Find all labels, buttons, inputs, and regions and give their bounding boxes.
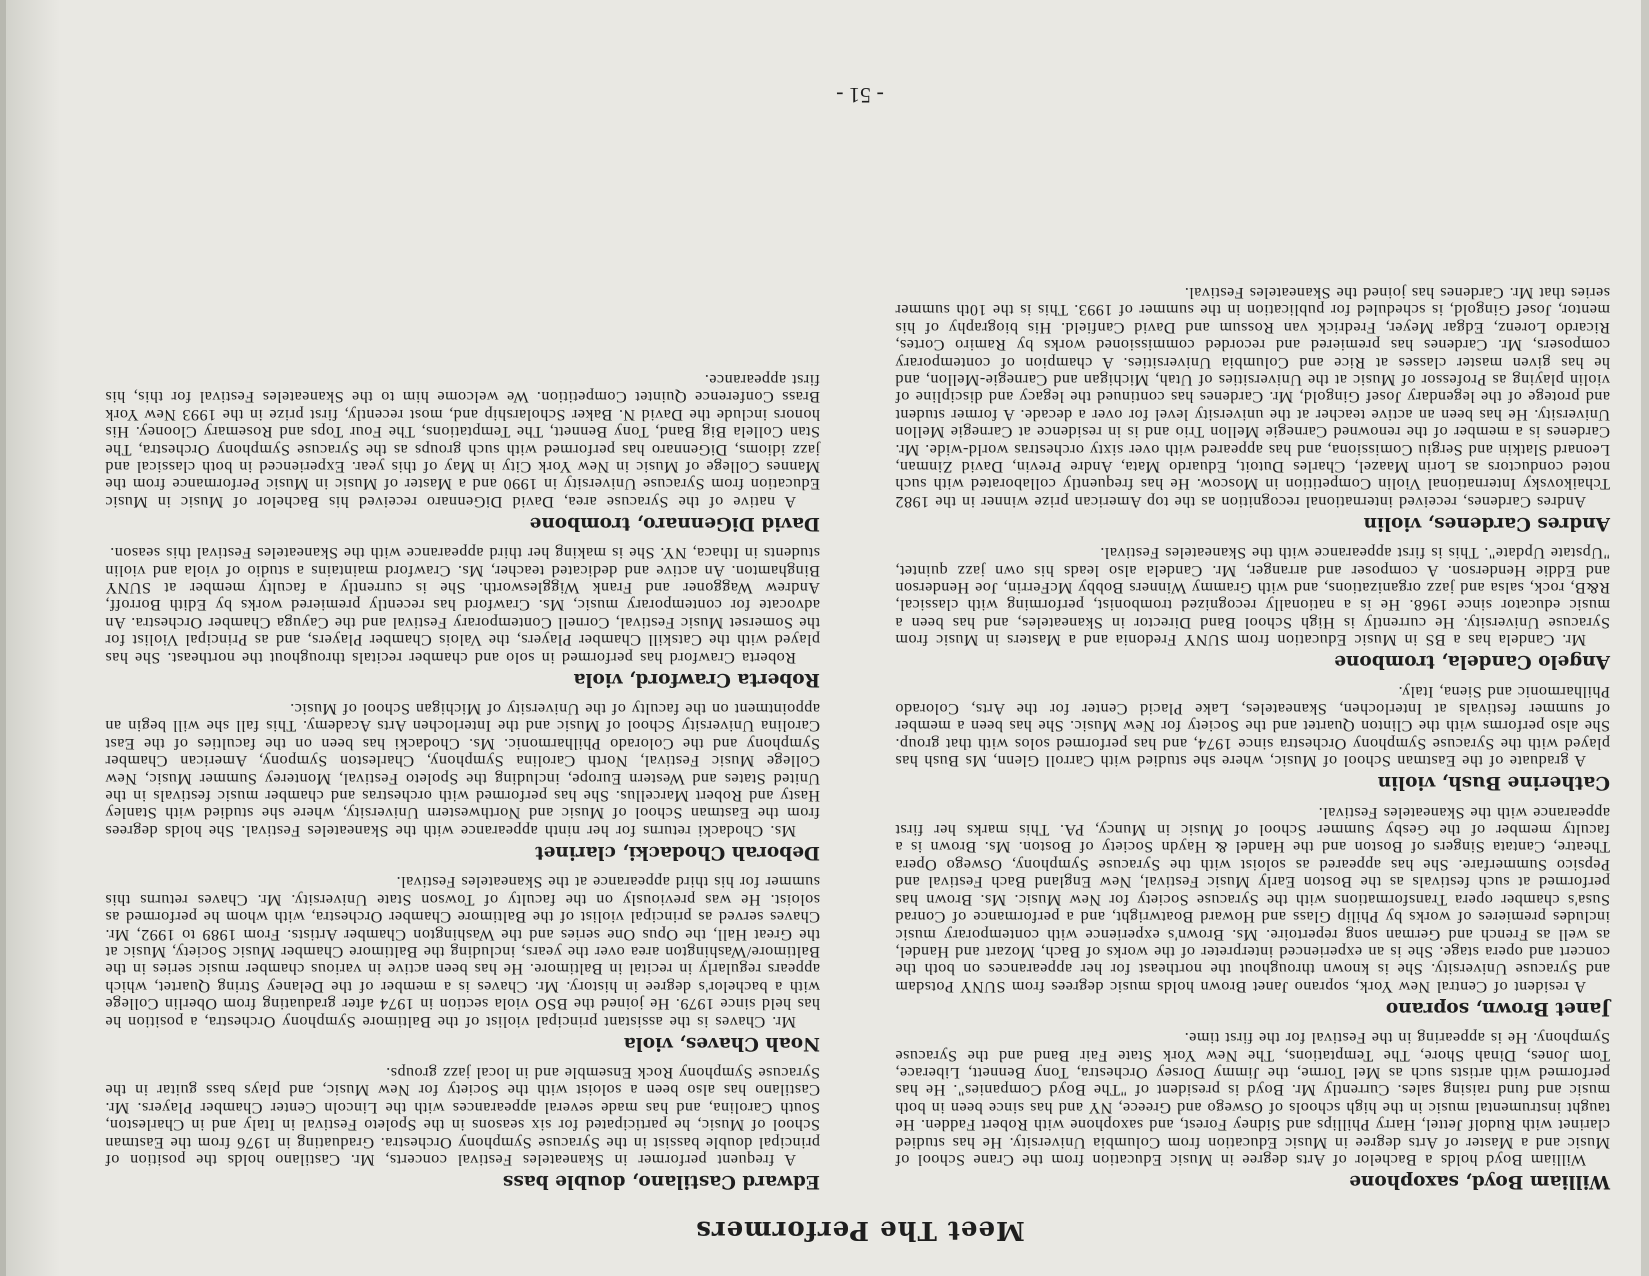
upside-down-page bbox=[105, 40, 1610, 1245]
left-column bbox=[895, 274, 1610, 1192]
binding-gutter bbox=[0, 0, 60, 1276]
bio-heading: Edward Castilano, double bass bbox=[502, 1171, 820, 1192]
left-page-edge bbox=[0, 0, 6, 1276]
bio-text: Ms. Chodacki returns for her ninth appearance with the Skaneateles Festival. She holds degrees from the Eastman School of Music and Northwestern University, where she studied with Stanley Hasty and Robert Marcellus. She has performed with orchestras and chamber music festivals in the United States and Western Europe, including the Spoleto Festival, Monterey Summer Music, New College Music Festival, North Carolina Symphony, Charleston Sympony, American Chamber Symphony and the Colorado Philharmonic. Ms. Chodacki has been on the faculties of the East Carolina University School of Music and the Interlochen Arts Academy. This fall she will begin an appointment on the faculty of the University of Michigan School of Music. bbox=[105, 700, 820, 840]
bio-heading: Catherine Bush, violin bbox=[1377, 772, 1610, 794]
right-column bbox=[105, 361, 820, 1192]
bio-text: A graduate of the Eastman School of Music, where she studied with Carroll Glenn, Ms Bush has played with the Syracuse Symphony Orchestra since 1974, and has performed solos with that group. She also performs with the Clinton Quartet and the Society for New Music. She has been a member of summer festivals at Interlochen, Skaneateles, Lake Placid Center for the Arts, Colorado Philharmonic and Siena, Italy. bbox=[895, 682, 1610, 771]
bio-angelo-candela bbox=[895, 544, 1610, 672]
bio-andres-cardenes bbox=[895, 284, 1610, 534]
bio-janet-brown bbox=[895, 803, 1610, 1018]
bio-roberta-crawford bbox=[105, 544, 820, 690]
right-page-edge bbox=[1641, 0, 1649, 1276]
bio-text: William Boyd holds a Bachelor of Arts degree in Music Education from the Crane School of Music and a Master of Arts degree in Music Education from Columbia University. He has studied clarinet with Rudolf Jettel, Harry Phillips and Sidney Forest, and saxophone with Robert Fadden. He taught instrumental music in the high schools of Oswego and Greece, NY and has since been in both music and fund raising sales. Currently Mr. Boyd is president of "The Boyd Companies". He has performed with artists such as Mel Torme, the Jimmy Dorsey Orchestra, Tony Bennett, Liberace, Tom Jones, Dinah Shore, The Temptations, The New York State Fair Band and the Syracuse Symphony. He is appearing in the Festival for the first time. bbox=[895, 1029, 1610, 1169]
bio-heading: Deborah Chodacki, clarinet bbox=[535, 841, 820, 863]
bio-heading: Janet Brown, soprano bbox=[1385, 997, 1610, 1019]
bio-heading: William Boyd, saxophone bbox=[1349, 1171, 1610, 1192]
bio-text: Mr. Candela has a BS in Music Education from SUNY Fredonia and a Masters in Music from Syracuse University. He currently is High School Band Director in Skaneateles, and has been a music educator since 1968. He is a nationally recognized trombonist, performing with classical, R&B, rock, salsa and jazz organizations, and with Grammy Winners Bobby McFerrin, Joe Henderson and Eddie Henderson. A composer and arranger, Mr. Candela also leads his own jazz quintet, "Upstate Update". This is first appearance with the Skaneateles Festival. bbox=[895, 544, 1610, 650]
bio-text: A native of the Syracuse area, David DiGennaro received his Bachelor of Music in Music Education from Syracuse University in 1990 and a Master of Music in Music Performance from the Mannes College of Music in New York City in May of this year. Experienced in both classical and jazz idioms, DiGennaro has performed with such groups as the Syracuse Symphony Orchestra, The Stan Collela Big Band, Tony Bennett, The Temptations, The Four Tops and Rosemary Clooney. His honors include the David N. Baker Scholarship and, most recently, first prize in the 1993 New York Brass Conference Quintet Competition. We welcome him to the Skaneateles Festival for this, his first appearance. bbox=[105, 370, 820, 511]
bio-heading: Roberta Crawford, viola bbox=[573, 668, 820, 690]
bio-deborah-chodacki bbox=[105, 700, 820, 863]
bio-heading: Angelo Candela, trombone bbox=[1334, 651, 1610, 673]
bio-text: Roberta Crawford has performed in solo and chamber recitals throughout the northeast. She has played with the Catskill Chamber Players, the Valois Chamber Players, and as Principal Violist for the Somerset Music Festival, Cornell Contemporary Festival and the Cayuga Chamber Orchestra. An advocate for contemporary music, Ms. Crawford has recently premiered works by Edith Borroff, Andrew Waggoner and Frank Wigglesworth. She is currently a faculty member at SUNY Binghamton. An active and dedicated teacher, Ms. Crawford maintains a studio of viola and violin students in Ithaca, NY. She is making her third appearance with the Skaneateles Festival this season. bbox=[105, 544, 820, 667]
bio-william-boyd bbox=[895, 1029, 1610, 1192]
bio-text: A frequent performer in Skaneateles Festival concerts, Mr. Castilano holds the position of principal double bassist in the Syracuse Symphony Orchestra. Graduating in 1976 from the Eastman School of Music, he participated for six seasons in the Spoleto Festival in Italy and in Charleston, South Carolina, and has made several appearances with the Lincoln Center Chamber Players. Mr. Castilano has also been a soloist with the Society for New Music, and plays bass guitar in the Syracuse Symphony Rock Ensemble and in local jazz groups. bbox=[105, 1063, 820, 1169]
page-title: Meet The Performers bbox=[695, 1215, 1025, 1245]
bio-heading: David DiGennaro, trombone bbox=[529, 512, 820, 534]
bio-text: Mr. Chaves is the assistant principal violist of the Baltimore Symphony Orchestra, a position he has held since 1979. He joined the BSO viola section in 1974 after graduating from Oberlin College with a bachelor's degree in history. Mr. Chaves is a member of the Delaney String Quartet, which appears regularly in recital in Baltimore. He has been active in various chamber music series in the Baltimore/Washington area over the years, including the Baltimore Chamber Music Society, Music at the Great Hall, the Opus One series and the Washington Chamber Artists. From 1989 to 1992, Mr. Chaves served as principal violist of the Baltimore Chamber Orchestra, with whom he performed as soloist. He was previously on the faculty of Towson State University. Mr. Chaves returns this summer for his third appearance at the Skaneateles Festival. bbox=[105, 873, 820, 1031]
bio-heading: Noah Chaves, viola bbox=[623, 1032, 820, 1054]
bio-text: Andres Cardenes, received international recognition as the top American prize winner in the 1982 Tchaikovsky International Violin Competition in Moscow. He has frequently collaborated with such noted conductors as Lorin Maazel, Charles Dutoit, Eduardo Mata, Andre Previn, David Zinman, Leonard Slatkin and Sergiu Comissiona, and has appeared with over sixty orchestras world-wide. Mr. Cardenes is a member of the renowned Carnegie Mellon Trio and is in residence at Carnegie Mellon University. He has been an active teacher at the university level for over a decade. A former student and protege of the legendary Josef Gingold, Mr. Cardenes has continued the legacy and discipline of violin playing as Professor of Music at the Universities of Utah, Michigan and Carnegie-Mellon, and he has given master classes at Rice and Columbia Universities. A champion of contemporary composers, Mr. Cardenes has premiered and recorded commissioned works by Ramiro Cortes, Ricardo Lorenz, Edgar Meyer, Fredrick van Rossum and David Canfield. His biography of his mentor, Josef Gingold, is scheduled for publication in the summer of 1993. This is the 10th summer series that Mr. Cardenes has joined the Skaneateles Festival. bbox=[895, 283, 1610, 511]
bio-noah-chaves bbox=[105, 873, 820, 1054]
page-number: - 51 - bbox=[836, 83, 884, 108]
bio-text: A resident of Central New York, soprano Janet Brown holds music degrees from SUNY Potsdam and Syracuse University. She is known throughout the northeast for her appearances on both the concert and opera stage. She is an experienced interpreter of the works of Bach, Mozart and Handel, as well as French and German song repertoire. Ms. Brown's experience with contemporary music includes premieres of works by Philip Glass and Howard Boatwright, and a performance of Conrad Susa's chamber opera Transformations with the Syracuse Society for New Music. Ms. Brown has performed at such festivals as the Boston Early Music Festival, New England Bach Festival and Pepsico Summerfare. She has appeared as soloist with the Syracuse Symphony, Oswego Opera Theatre, Cantata Singers of Boston and the Handel & Haydn Society of Boston. Ms. Brown is a faculty member of the Gesby Summer School of Music in Muncy, PA. This marks her first appearance with the Skaneateles Festival. bbox=[895, 803, 1610, 996]
bio-catherine-bush bbox=[895, 682, 1610, 793]
bio-heading: Andres Cardenes, violin bbox=[1363, 512, 1610, 534]
bio-edward-castilano bbox=[105, 1064, 820, 1192]
bio-david-digennaro bbox=[105, 371, 820, 534]
